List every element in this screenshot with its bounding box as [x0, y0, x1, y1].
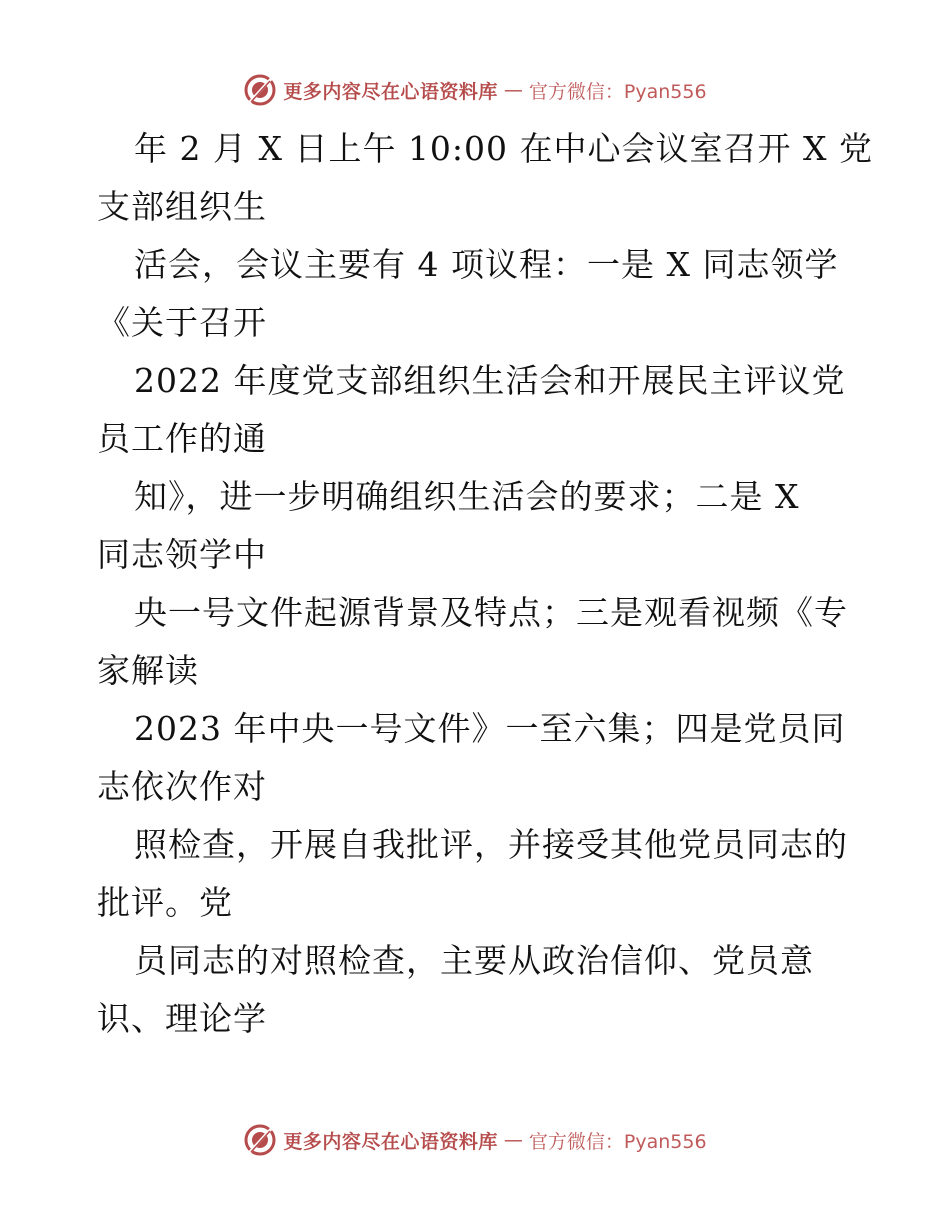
body-line: 志依次作对	[97, 767, 267, 806]
body-line: 同志领学中	[97, 535, 267, 574]
body-line: 支部组织生	[97, 187, 267, 226]
banner-separator: —	[503, 1129, 523, 1151]
body-line: 年 2 月 X 日上午 10:00 在中心会议室召开 X 党	[134, 129, 874, 168]
banner-title: 更多内容尽在心语资料库	[283, 80, 498, 103]
body-line: 识、理论学	[97, 999, 267, 1038]
body-line: 央一号文件起源背景及特点；三是观看视频《专	[134, 593, 848, 632]
body-line: 照检查，开展自我批评，并接受其他党员同志的	[134, 825, 848, 864]
pen-seal-icon	[243, 1123, 277, 1157]
body-line: 2022 年度党支部组织生活会和开展民主评议党	[134, 361, 846, 400]
banner-title: 更多内容尽在心语资料库	[283, 1130, 498, 1153]
header-banner	[0, 70, 950, 110]
footer-banner	[0, 1120, 950, 1160]
body-line: 员工作的通	[97, 419, 267, 458]
banner-wechat: 官方微信：Pyan556	[528, 1130, 707, 1153]
body-line: 知》，进一步明确组织生活会的要求；二是 X	[134, 477, 800, 516]
body-line: 批评。党	[97, 883, 233, 922]
pen-seal-icon	[243, 73, 277, 107]
body-line: 员同志的对照检查，主要从政治信仰、党员意	[134, 941, 814, 980]
body-line: 2023 年中央一号文件》一至六集；四是党员同	[134, 709, 846, 748]
banner-separator: —	[503, 79, 523, 101]
body-line: 活会，会议主要有 4 项议程：一是 X 同志领学	[134, 245, 839, 284]
body-line: 家解读	[97, 651, 199, 690]
body-line: 《关于召开	[97, 303, 267, 342]
document-body	[97, 120, 874, 1048]
banner-wechat: 官方微信：Pyan556	[528, 80, 707, 103]
